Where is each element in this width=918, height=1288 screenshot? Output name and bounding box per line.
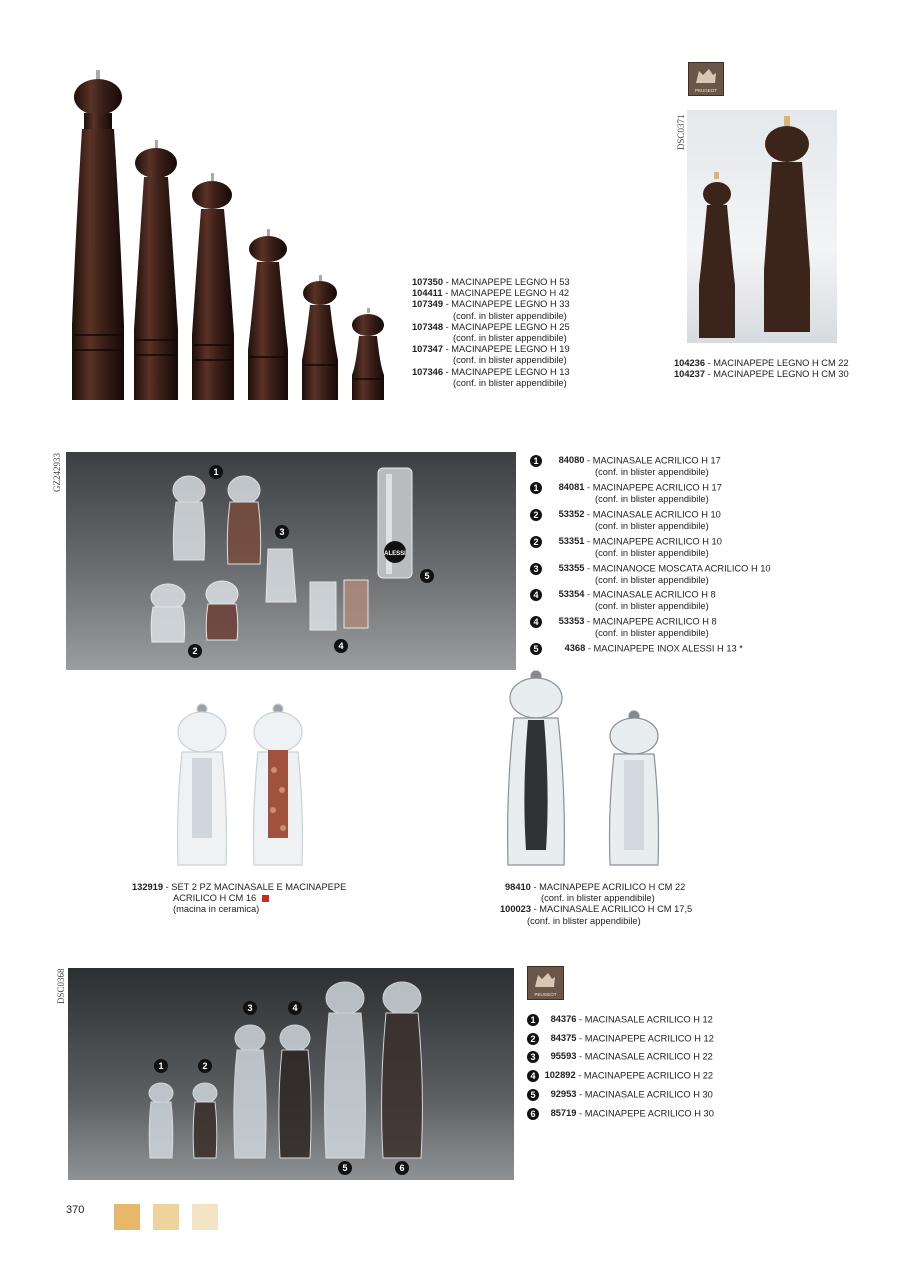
list-item: 1 84080 - MACINASALE ACRILICO H 17 (conf. in blister appendibile): [530, 455, 721, 478]
list-item-note: (conf. in blister appendibile): [453, 377, 567, 388]
item-number-badge: 2: [530, 509, 542, 521]
color-swatch: [153, 1204, 179, 1230]
item-number-badge: 4: [530, 589, 542, 601]
photo-code: DSC0368: [56, 968, 66, 1004]
list-item: 98410 - MACINAPEPE ACRILICO H CM 22: [505, 882, 686, 892]
list-item: 3 95593 - MACINASALE ACRILICO H 22: [527, 1051, 713, 1063]
svg-text:2: 2: [202, 1061, 208, 1071]
list-item: 104237 - MACINAPEPE LEGNO H CM 30: [674, 369, 849, 380]
peugeot-acrylic-photo: [68, 968, 514, 1180]
list-item-note: (conf. in blister appendibile): [453, 333, 567, 344]
list-item: 107350 - MACINAPEPE LEGNO H 53: [412, 277, 570, 287]
svg-text:2: 2: [192, 646, 198, 656]
wooden-mills-photo: [60, 65, 400, 405]
acrylic-mills-photo: [500, 670, 670, 870]
list-item-note: (conf. in blister appendibile): [453, 310, 567, 321]
item-number-badge: 3: [530, 563, 542, 575]
acrylic-set-photo: [66, 452, 516, 670]
svg-text:1: 1: [158, 1061, 164, 1071]
photo-code: DSC0371: [676, 114, 686, 150]
list-item: 2 84375 - MACINAPEPE ACRILICO H 12: [527, 1033, 714, 1045]
list-item: 107349 - MACINAPEPE LEGNO H 33: [412, 299, 570, 310]
item-number-badge: 2: [530, 536, 542, 548]
svg-text:4: 4: [338, 641, 344, 651]
photo-code: GZ242933: [52, 453, 62, 492]
item-number-badge: 1: [527, 1014, 539, 1026]
list-item: 107346 - MACINAPEPE LEGNO H 13: [412, 366, 570, 377]
svg-text:ALESSI: ALESSI: [384, 551, 406, 557]
svg-text:PEUGEOT: PEUGEOT: [694, 88, 718, 93]
item-number-badge: 4: [527, 1070, 539, 1082]
item-number-badge: 4: [530, 616, 542, 628]
svg-text:6: 6: [399, 1163, 405, 1173]
section4-caption: 132919 - SET 2 PZ MACINASALE E MACINAPEPE ACRILICO H CM 16 (macina in ceramica): [132, 882, 347, 915]
list-item-note: (conf. in blister appendibile): [453, 355, 567, 366]
page-number: 370: [66, 1204, 85, 1216]
list-item: 5 4368 - MACINAPEPE INOX ALESSI H 13 *: [530, 643, 743, 655]
item-number-badge: 1: [530, 482, 542, 494]
item-number-badge: 3: [527, 1051, 539, 1063]
list-item: 1 84376 - MACINASALE ACRILICO H 12: [527, 1014, 713, 1026]
list-item: 5 92953 - MACINASALE ACRILICO H 30: [527, 1089, 713, 1101]
section5-caption: 98410 - MACINAPEPE ACRILICO H CM 22 (conf. in blister appendibile) 100023 - MACINASALE ACRILICO H CM 17,5 (conf. in blister appendibile): [500, 882, 693, 926]
color-swatch: [114, 1204, 140, 1230]
list-item: 100023 - MACINASALE ACRILICO H CM 17,5: [500, 904, 693, 915]
peugeot-logo: [688, 62, 724, 96]
peugeot-logo: [527, 966, 564, 1000]
list-item: 1 84081 - MACINAPEPE ACRILICO H 17 (conf. in blister appendibile): [530, 482, 722, 505]
item-number-badge: 5: [530, 643, 542, 655]
list-item: 4 53354 - MACINASALE ACRILICO H 8 (conf. in blister appendibile): [530, 589, 716, 612]
ceramic-set-photo: [170, 700, 310, 870]
list-item: 2 53351 - MACINAPEPE ACRILICO H 10 (conf. in blister appendibile): [530, 536, 722, 559]
svg-text:PEUGEOT: PEUGEOT: [534, 992, 557, 997]
svg-text:1: 1: [213, 467, 219, 477]
section2-caption: [674, 358, 849, 380]
item-number-badge: 6: [527, 1108, 539, 1120]
item-number-badge: 1: [530, 455, 542, 467]
svg-text:5: 5: [342, 1163, 348, 1173]
svg-text:4: 4: [292, 1003, 298, 1013]
svg-text:5: 5: [424, 571, 430, 581]
list-item: 2 53352 - MACINASALE ACRILICO H 10 (conf. in blister appendibile): [530, 509, 721, 532]
color-swatch: [192, 1204, 218, 1230]
list-item: 6 85719 - MACINAPEPE ACRILICO H 30: [527, 1108, 714, 1120]
list-item: 104236 - MACINAPEPE LEGNO H CM 22: [674, 358, 849, 368]
svg-text:3: 3: [247, 1003, 253, 1013]
svg-text:3: 3: [279, 527, 285, 537]
peugeot-mills-photo: [687, 110, 837, 343]
list-item: 104411 - MACINAPEPE LEGNO H 42: [412, 288, 570, 299]
list-item: 4 53353 - MACINAPEPE ACRILICO H 8 (conf. in blister appendibile): [530, 616, 717, 639]
list-item: 107348 - MACINAPEPE LEGNO H 25: [412, 321, 570, 332]
new-product-marker: [262, 895, 269, 902]
list-item: 3 53355 - MACINANOCE MOSCATA ACRILICO H 10 (conf. in blister appendibile): [530, 563, 771, 586]
list-item: 4 102892 - MACINAPEPE ACRILICO H 22: [527, 1070, 713, 1082]
list-item: 107347 - MACINAPEPE LEGNO H 19: [412, 344, 570, 355]
item-number-badge: 2: [527, 1033, 539, 1045]
section1-caption: [412, 277, 570, 389]
item-number-badge: 5: [527, 1089, 539, 1101]
